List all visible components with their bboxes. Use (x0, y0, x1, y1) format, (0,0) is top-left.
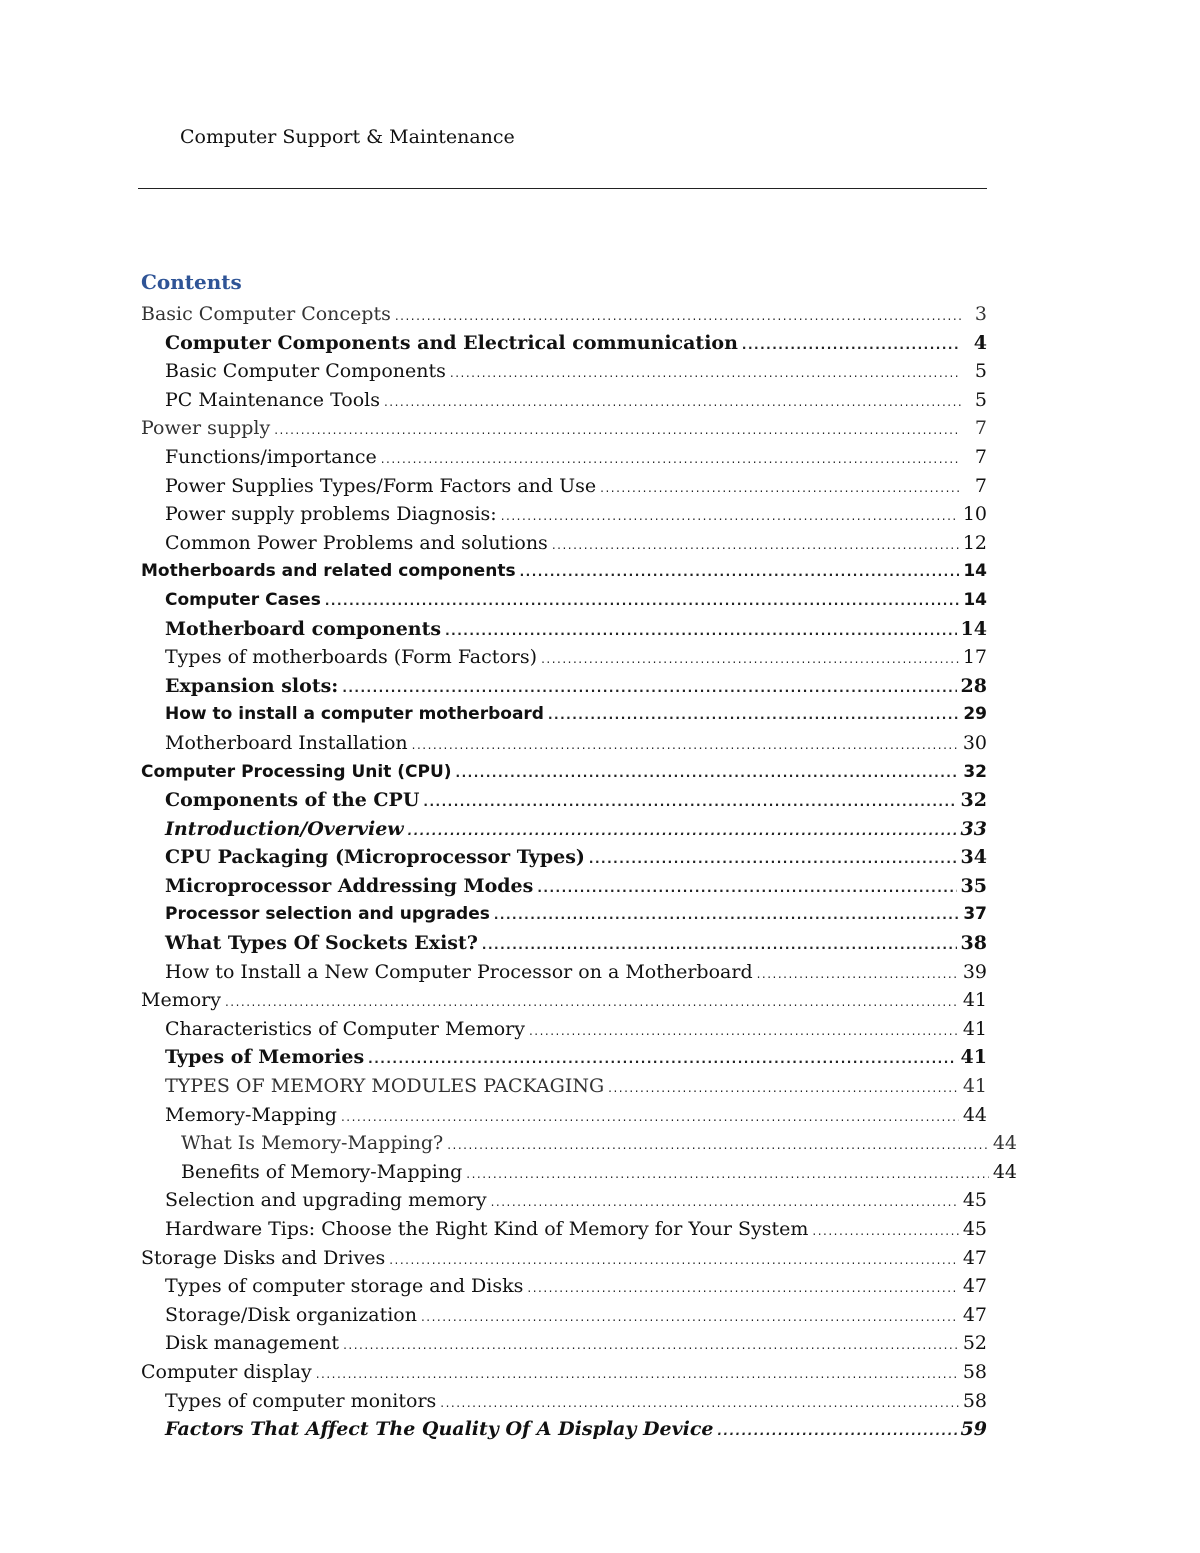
toc-entry[interactable] (141, 786, 987, 815)
toc-entry-title: Processor selection and upgrades (165, 904, 490, 925)
toc-entry[interactable] (141, 643, 987, 672)
toc-entry-page: 14 (963, 561, 987, 582)
toc-entry-title: How to install a computer motherboard (165, 704, 544, 725)
toc-entry-title: Types of motherboards (Form Factors) (165, 646, 538, 669)
dot-leader (325, 587, 960, 616)
dot-leader (412, 731, 959, 760)
toc-entry-page: 30 (962, 731, 987, 754)
toc-entry-title: Types of Memories (165, 1046, 365, 1069)
toc-entry[interactable] (141, 872, 987, 901)
toc-entry[interactable] (141, 843, 987, 872)
toc-entry-title: Basic Computer Components (165, 360, 446, 383)
toc-entry-title: Motherboard Installation (165, 731, 408, 754)
toc-entry[interactable] (141, 1301, 987, 1330)
toc-entry-page: 45 (962, 1218, 987, 1240)
toc-entry-page: 7 (974, 417, 987, 440)
toc-entry-title: Disk management (165, 1332, 340, 1355)
toc-entry[interactable] (141, 529, 987, 558)
dot-leader (527, 1274, 958, 1303)
dot-leader (537, 874, 956, 903)
toc-entry[interactable] (141, 815, 987, 844)
header-divider (138, 188, 987, 189)
toc-entry-page: 41 (962, 1017, 987, 1040)
toc-entry[interactable] (141, 386, 987, 415)
toc-entry-page: 14 (960, 617, 987, 640)
toc-entry-page: 59 (960, 1418, 987, 1441)
toc-entry[interactable] (141, 615, 987, 644)
dot-leader (757, 960, 959, 989)
toc-entry-title: Components of the CPU (165, 789, 420, 812)
toc-entry[interactable] (141, 357, 987, 386)
toc-entry-title: Types of computer monitors (165, 1389, 437, 1412)
dot-leader (541, 645, 959, 674)
dot-leader (491, 1188, 959, 1217)
toc-entry-page: 37 (963, 904, 987, 925)
toc-entry[interactable] (141, 1272, 987, 1301)
toc-entry[interactable] (141, 1043, 987, 1072)
toc-entry[interactable] (141, 500, 987, 529)
dot-leader (445, 617, 956, 646)
toc-entry-page: 32 (960, 789, 987, 812)
toc-entry-page: 14 (963, 589, 987, 610)
toc-entry-title: Introduction/Overview (165, 817, 404, 840)
dot-leader (494, 901, 959, 930)
dot-leader (548, 701, 959, 730)
toc-entry[interactable] (141, 300, 987, 329)
dot-leader (423, 788, 956, 817)
dot-leader (742, 331, 961, 360)
toc-entry-page: 5 (974, 388, 987, 411)
toc-entry[interactable] (141, 1329, 987, 1358)
toc-entry[interactable] (141, 329, 987, 358)
toc-entry-title: Power Supplies Types/Form Factors and Use (165, 474, 597, 497)
toc-entry-page: 39 (962, 960, 987, 983)
toc-entry-title: Computer Cases (165, 589, 321, 610)
toc-entry-page: 17 (962, 646, 987, 669)
toc-entry-page: 7 (974, 474, 987, 497)
dot-leader (368, 1045, 956, 1074)
toc-entry[interactable] (141, 929, 987, 958)
toc-entry[interactable] (141, 700, 987, 729)
dot-leader (529, 1017, 959, 1046)
toc-entry-title: Common Power Problems and solutions (165, 531, 548, 554)
toc-entry[interactable] (141, 1129, 1017, 1158)
dot-leader (482, 931, 957, 960)
toc-entry-title: Characteristics of Computer Memory (165, 1017, 525, 1040)
dot-leader (342, 674, 956, 703)
dot-leader (447, 1131, 989, 1160)
toc-entry-title: Types of computer storage and Disks (165, 1275, 524, 1298)
toc-entry-page: 41 (962, 1075, 987, 1098)
toc-entry[interactable] (141, 1186, 987, 1215)
toc-entry-title: Storage/Disk organization (165, 1303, 417, 1326)
toc-entry-page: 44 (962, 1103, 987, 1126)
toc-entry-page: 47 (962, 1275, 987, 1298)
toc-entry-title: Benefits of Memory-Mapping (181, 1160, 463, 1183)
document-header-title: Computer Support & Maintenance (180, 126, 515, 148)
toc-entry-page: 58 (962, 1389, 987, 1412)
toc-entry[interactable] (141, 1244, 987, 1273)
dot-leader (501, 502, 959, 531)
toc-entry[interactable] (141, 1387, 987, 1416)
toc-entry-title: Memory (141, 989, 221, 1012)
toc-entry-page: 4 (973, 331, 987, 354)
dot-leader (456, 759, 960, 788)
toc-entry-title: PC Maintenance Tools (165, 388, 380, 411)
toc-entry[interactable] (141, 729, 987, 758)
toc-entry-title: Basic Computer Concepts (141, 303, 391, 325)
dot-leader (552, 531, 959, 560)
toc-entry-page: 52 (962, 1332, 987, 1355)
table-of-contents (141, 300, 1017, 1444)
dot-leader (812, 1217, 958, 1246)
dot-leader (421, 1303, 959, 1332)
toc-entry-page: 3 (974, 303, 987, 325)
toc-entry-title: Expansion slots: (165, 674, 339, 697)
dot-leader (381, 445, 961, 474)
toc-entry[interactable] (141, 1158, 1017, 1187)
toc-entry-title: What Is Memory-Mapping? (181, 1132, 444, 1155)
dot-leader (466, 1160, 989, 1189)
toc-entry-title: Power supply problems Diagnosis: (165, 503, 497, 526)
toc-entry-title: Computer Processing Unit (CPU) (141, 761, 452, 782)
toc-entry-page: 58 (962, 1360, 987, 1383)
toc-entry-page: 5 (974, 360, 987, 383)
dot-leader (600, 474, 961, 503)
dot-leader (341, 1103, 959, 1132)
dot-leader (408, 817, 957, 846)
toc-entry-title: Motherboards and related components (141, 561, 516, 582)
toc-entry[interactable] (141, 758, 987, 787)
dot-leader (450, 359, 961, 388)
toc-entry[interactable] (141, 443, 987, 472)
toc-entry[interactable] (141, 472, 987, 501)
toc-entry[interactable] (141, 900, 987, 929)
dot-leader (520, 558, 960, 587)
toc-entry[interactable] (141, 1101, 987, 1130)
toc-entry-page: 38 (960, 932, 987, 955)
dot-leader (608, 1074, 959, 1103)
toc-entry[interactable] (141, 1415, 987, 1444)
toc-entry-title: Memory-Mapping (165, 1103, 337, 1126)
toc-entry[interactable] (141, 1215, 987, 1244)
toc-entry-title: Microprocessor Addressing Modes (165, 874, 534, 897)
toc-entry-page: 41 (960, 1046, 987, 1069)
contents-heading: Contents (141, 270, 242, 294)
toc-entry-page: 41 (962, 989, 987, 1012)
toc-entry-page: 7 (974, 445, 987, 468)
toc-entry-title: CPU Packaging (Microprocessor Types) (165, 846, 585, 869)
dot-leader (384, 388, 961, 417)
dot-leader (225, 988, 959, 1017)
toc-entry-page: 44 (992, 1132, 1017, 1155)
toc-entry-page: 29 (963, 704, 987, 725)
dot-leader (718, 1417, 957, 1446)
toc-entry-page: 10 (962, 503, 987, 526)
dot-leader (440, 1389, 959, 1418)
toc-entry-title: What Types Of Sockets Exist? (165, 932, 478, 955)
toc-entry[interactable] (141, 958, 987, 987)
toc-entry[interactable] (141, 1072, 987, 1101)
toc-entry-title: Selection and upgrading memory (165, 1189, 487, 1212)
toc-entry-title: Storage Disks and Drives (141, 1246, 386, 1269)
toc-entry-page: 33 (960, 817, 987, 840)
toc-entry[interactable] (141, 986, 987, 1015)
toc-entry[interactable] (141, 414, 987, 443)
toc-entry-page: 35 (960, 874, 987, 897)
toc-entry-page: 28 (960, 674, 987, 697)
toc-entry-title: Computer Components and Electrical communication (165, 331, 738, 354)
toc-entry-page: 44 (992, 1160, 1017, 1183)
toc-entry-page: 45 (962, 1189, 987, 1212)
toc-entry[interactable] (141, 586, 987, 615)
toc-entry[interactable] (141, 1015, 987, 1044)
toc-entry[interactable] (141, 1358, 987, 1387)
toc-entry-page: 47 (962, 1303, 987, 1326)
toc-entry-title: Motherboard components (165, 617, 442, 640)
toc-entry-page: 34 (960, 846, 987, 869)
toc-entry-title: TYPES OF MEMORY MODULES PACKAGING (165, 1075, 605, 1098)
dot-leader (316, 1360, 959, 1389)
dot-leader (395, 302, 961, 331)
toc-entry[interactable] (141, 557, 987, 586)
dot-leader (343, 1331, 959, 1360)
toc-entry-title: Factors That Affect The Quality Of A Display Device (165, 1418, 714, 1441)
toc-entry-title: Power supply (141, 417, 271, 440)
toc-entry-title: Hardware Tips: Choose the Right Kind of Memory for Your System (165, 1218, 809, 1240)
dot-leader (274, 416, 961, 445)
toc-entry-page: 12 (962, 531, 987, 554)
toc-entry[interactable] (141, 672, 987, 701)
toc-entry-title: Computer display (141, 1360, 312, 1383)
toc-entry-page: 47 (962, 1246, 987, 1269)
toc-entry-title: How to Install a New Computer Processor on a Motherboard (165, 960, 753, 983)
dot-leader (389, 1246, 959, 1275)
toc-entry-page: 32 (963, 761, 987, 782)
dot-leader (589, 845, 957, 874)
toc-entry-title: Functions/importance (165, 445, 377, 468)
